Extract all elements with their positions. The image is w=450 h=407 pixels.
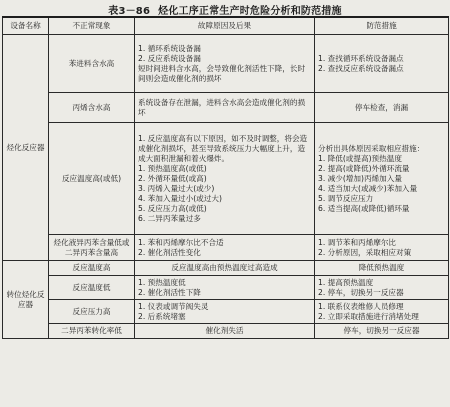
phenomenon-cell: 二异丙苯转化率低: [49, 324, 135, 339]
cause-line: 1. 预热温度低: [138, 277, 186, 287]
cause-line: 2. 后系统堵塞: [138, 311, 186, 321]
cause-line: 1. 苯和丙烯摩尔比不合适: [138, 237, 224, 247]
table-row: [3, 261, 449, 276]
cause-line: 2. 催化剂活性变化: [138, 247, 201, 257]
measure-line: 停车检查，消漏: [354, 102, 409, 112]
measure-line: 2. 提高(或降低)外循环流量: [318, 163, 410, 173]
causes-cell: [135, 324, 315, 339]
measure-line: 分析出具体原因采取相应措施：: [318, 143, 425, 153]
measures-cell: [315, 324, 449, 339]
hazard-table: [2, 16, 449, 339]
cause-line: 2. 外循环量低(或高): [138, 173, 207, 183]
table-title: 烃化工序正常生产时危险分析和防范措施: [158, 6, 342, 17]
causes-cell: [135, 123, 315, 235]
cause-line: 4. 苯加入量过小(或过大): [138, 193, 222, 203]
header-causes: 故障原因及后果: [135, 17, 315, 35]
measures-cell: [315, 235, 449, 261]
measures-cell: [315, 35, 449, 93]
device-cell: 烃化反应器: [3, 35, 49, 261]
measures-cell: [315, 261, 449, 276]
measure-line: 1. 联系仪表维修人员修理: [318, 301, 404, 311]
phenomenon-cell: 苯进料含水高: [49, 35, 135, 93]
cause-line: 反应温度高由预热温度过高造成: [171, 263, 278, 272]
measure-line: 1. 降低(或提高)预热温度: [318, 153, 402, 163]
cause-line: 2. 反应系统设备漏: [138, 53, 201, 63]
phenomenon-cell: 丙烯含水高: [49, 93, 135, 123]
cause-line: 催化剂失活: [205, 326, 244, 335]
measure-line: 1. 提高预热温度: [318, 277, 374, 287]
measure-line: 5. 调节反应压力: [318, 193, 374, 203]
cause-line: 1. 反应温度高有以下原因，如不及时调整，将会造成催化剂损坏，甚至导致系统压力大幅度上升，造成大面积泄漏和着火爆炸。: [138, 133, 308, 163]
table-row: [3, 123, 449, 235]
table-number: 表3－86: [108, 6, 151, 17]
measure-line: 2. 分析原因，采取相应对策: [318, 247, 412, 257]
table-row: [3, 93, 449, 123]
causes-cell: [135, 300, 315, 324]
causes-cell: [135, 276, 315, 300]
phenomenon-cell: 反应压力高: [49, 300, 135, 324]
cause-line: 1. 循环系统设备漏: [138, 43, 201, 53]
cause-line: 6. 二异丙苯量过多: [138, 213, 201, 223]
table-caption: [0, 2, 450, 17]
cause-line: 1. 预热温度高(或低): [138, 163, 207, 173]
measure-line: 4. 适当加大(或减少)苯加入量: [318, 183, 418, 193]
measures-cell: [315, 276, 449, 300]
cause-line: 系统设备存在泄漏，进料含水高会造成催化剂的损坏: [138, 97, 306, 117]
cause-line: 短时间进料含水高，会导致催化剂活性下降，长时间则会造成催化剂的损坏: [138, 63, 306, 83]
cause-line: 3. 丙烯入量过大(或少): [138, 183, 215, 193]
measure-line: 1. 查找循环系统设备漏点: [318, 53, 404, 63]
header-measures: 防范措施: [315, 17, 449, 35]
measures-cell: [315, 123, 449, 235]
measure-line: 1. 调节苯和丙烯摩尔比: [318, 237, 397, 247]
measures-cell: [315, 300, 449, 324]
causes-cell: [135, 35, 315, 93]
causes-cell: [135, 93, 315, 123]
causes-cell: [135, 261, 315, 276]
phenomenon-cell: 反应温度高(或低): [49, 123, 135, 235]
phenomenon-cell: 反应温度高: [49, 261, 135, 276]
measure-line: 2. 查找反应系统设备漏点: [318, 63, 404, 73]
cause-line: 2. 催化剂活性下降: [138, 287, 201, 297]
phenomenon-cell: 烃化液异丙苯含量低或二异丙苯含量高: [49, 235, 135, 261]
cause-line: 1. 仪表或调节阀失灵: [138, 301, 209, 311]
device-cell: 转位烃化反应器: [3, 261, 49, 339]
measure-line: 3. 减少(增加)丙烯加入量: [318, 173, 402, 183]
causes-cell: [135, 235, 315, 261]
table-row: [3, 324, 449, 339]
measure-line: 停车，切换另一反应器: [343, 326, 420, 335]
measure-line: 6. 适当提高(或降低)循环量: [318, 203, 410, 213]
table-row: [3, 276, 449, 300]
header-row: [3, 17, 449, 35]
measure-line: 降低预热温度: [358, 263, 405, 272]
header-phenomenon: 不正常现象: [49, 17, 135, 35]
table-row: [3, 235, 449, 261]
header-device: 设备名称: [3, 17, 49, 35]
table-row: [3, 35, 449, 93]
measure-line: 2. 停车，切换另一反应器: [318, 287, 404, 297]
cause-line: 5. 反应压力高(或低): [138, 203, 207, 213]
measure-line: 2. 立即采取措施进行消堵处理: [318, 311, 419, 321]
phenomenon-cell: 反应温度低: [49, 276, 135, 300]
table-row: [3, 300, 449, 324]
measures-cell: [315, 93, 449, 123]
